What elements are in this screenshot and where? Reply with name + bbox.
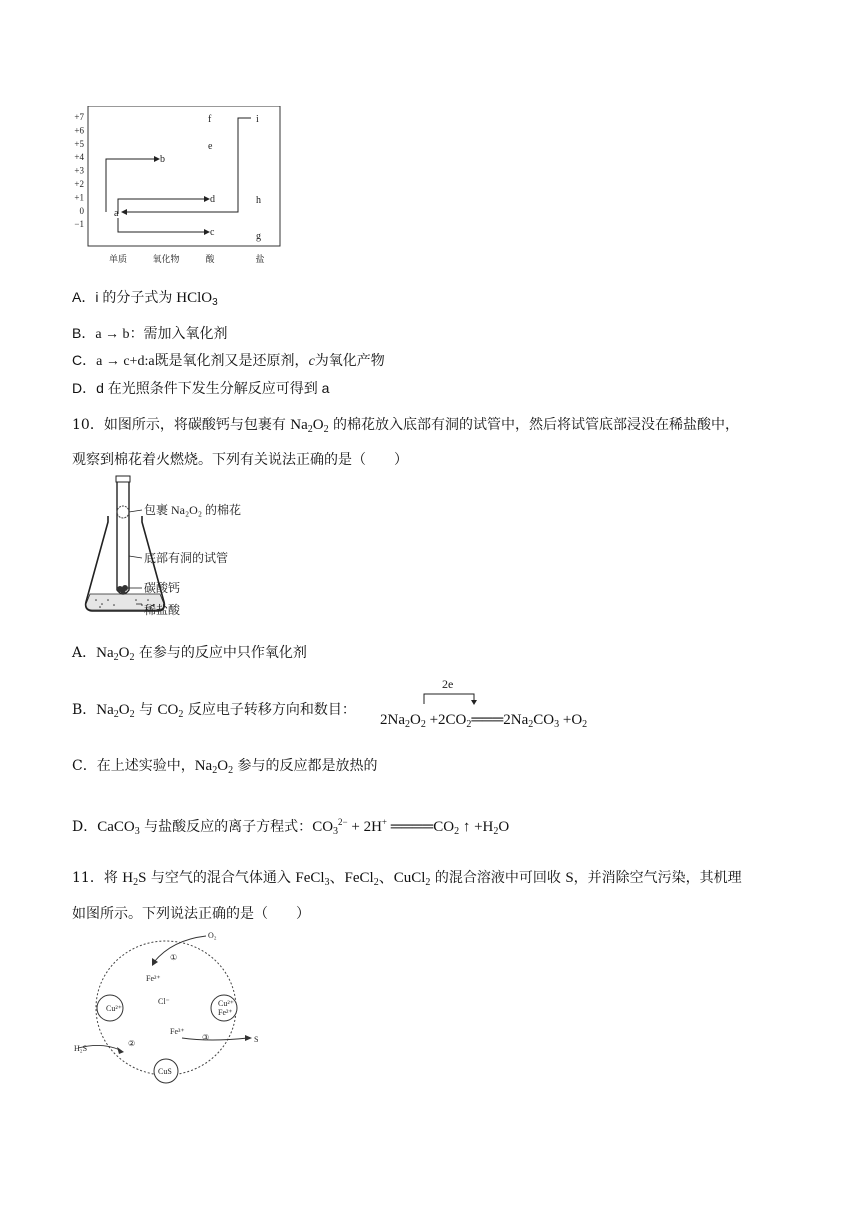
q10-stem-line1: 10．如图所示，将碳酸钙与包裹有 $Na_2O_2$ 的棉花放入底部有洞的试管中，然后将试管底部浸没在稀盐酸中， bbox=[72, 417, 740, 435]
test-tube-apparatus-figure bbox=[76, 474, 276, 622]
apparatus-label: 底部有洞的试管 bbox=[144, 551, 229, 565]
mechanism-label: Cu²⁺ bbox=[106, 1004, 122, 1013]
y-tick-label: +5 bbox=[74, 138, 84, 149]
y-tick-label: +3 bbox=[74, 165, 84, 176]
point-label-a: a bbox=[114, 208, 119, 219]
y-tick-label: +7 bbox=[74, 112, 84, 122]
valence-class-diagram bbox=[66, 106, 298, 272]
point-label-h: h bbox=[256, 195, 261, 206]
mechanism-label: ② bbox=[128, 1039, 136, 1048]
y-tick-label: +2 bbox=[74, 179, 84, 189]
apparatus-label: 稀盐酸 bbox=[144, 603, 181, 617]
mechanism-label: O₂ bbox=[208, 931, 217, 940]
q10-option-a: A．$Na_2O_2$ 在参与的反应中只作氧化剂 bbox=[72, 645, 307, 663]
x-category-label: 单质 bbox=[108, 254, 128, 264]
y-tick-label: +4 bbox=[74, 152, 84, 163]
q9-option-b: B．a → b：需加入氧化剂 bbox=[72, 325, 228, 342]
point-label-d: d bbox=[210, 194, 215, 205]
y-tick-label: 0 bbox=[79, 205, 84, 216]
q11-stem-line2: 如图所示。下列说法正确的是（ ） bbox=[72, 906, 310, 922]
mechanism-label: Fe³⁺ bbox=[170, 1027, 185, 1036]
q9-option-a: A．i 的分子式为 HClO$_3$ bbox=[72, 289, 218, 308]
y-tick-label: −1 bbox=[74, 219, 84, 230]
mechanism-label: Cl⁻ bbox=[158, 997, 170, 1006]
q10-option-c: C．在上述实验中，$Na_2O_2$ 参与的反应都是放热的 bbox=[72, 758, 378, 776]
point-label-f: f bbox=[208, 114, 212, 125]
mechanism-label: Cu²⁺ bbox=[218, 999, 234, 1008]
electron-transfer-bracket bbox=[420, 676, 490, 706]
electron-count-label: 2e bbox=[442, 677, 454, 691]
mechanism-label: H₂S bbox=[74, 1044, 88, 1053]
x-category-label: 氧化物 bbox=[152, 254, 180, 264]
mechanism-label: Fe²⁺ bbox=[218, 1008, 233, 1017]
point-label-b: b bbox=[160, 154, 165, 165]
mechanism-label: S bbox=[254, 1035, 259, 1044]
mechanism-label: ③ bbox=[202, 1033, 210, 1042]
q11-stem-line1: 11．将 $H_2S$ 与空气的混合气体通入 FeCl$_3$、FeCl$_2$、CuCl$_2$ 的混合溶液中可回收 S，并消除空气污染，其机理 bbox=[72, 870, 742, 888]
q10-option-d: D．CaCO$_3$ 与盐酸反应的离子方程式：$CO_3^{2-} + 2H^+$ $════CO_2$ ↑ $+H_2O$ bbox=[72, 817, 510, 837]
y-tick-label: +6 bbox=[74, 125, 84, 136]
point-label-c: c bbox=[210, 227, 215, 238]
apparatus-label: 碳酸钙 bbox=[144, 581, 181, 595]
point-label-i: i bbox=[256, 114, 259, 125]
q10-option-b: B．$Na_2O_2$ 与 $CO_2$ 反应电子转移方向和数目： bbox=[72, 702, 356, 720]
mechanism-label: ① bbox=[170, 953, 178, 962]
q9-option-d: D．d 在光照条件下发生分解反应可得到 a bbox=[72, 380, 330, 396]
mechanism-label: Fe²⁺ bbox=[146, 974, 161, 983]
apparatus-label: 包裹 Na₂O₂ 的棉花 bbox=[144, 503, 242, 517]
x-category-label: 酸 bbox=[205, 254, 215, 264]
q10-stem-line2: 观察到棉花着火燃烧。下列有关说法正确的是（ ） bbox=[72, 452, 408, 468]
q9-option-c: C．a → c+d:a既是氧化剂又是还原剂，c为氧化产物 bbox=[72, 352, 385, 369]
x-category-label: 盐 bbox=[255, 254, 265, 264]
point-label-g: g bbox=[256, 231, 261, 242]
mechanism-label: CuS bbox=[158, 1067, 172, 1076]
point-label-e: e bbox=[208, 141, 213, 152]
na2o2-co2-equation: $2Na_2O_2$ $+2CO_2═══2Na_2CO_3 +O_2$ bbox=[380, 712, 588, 730]
mechanism-cycle-figure bbox=[72, 926, 272, 1086]
y-tick-label: +1 bbox=[74, 192, 84, 203]
